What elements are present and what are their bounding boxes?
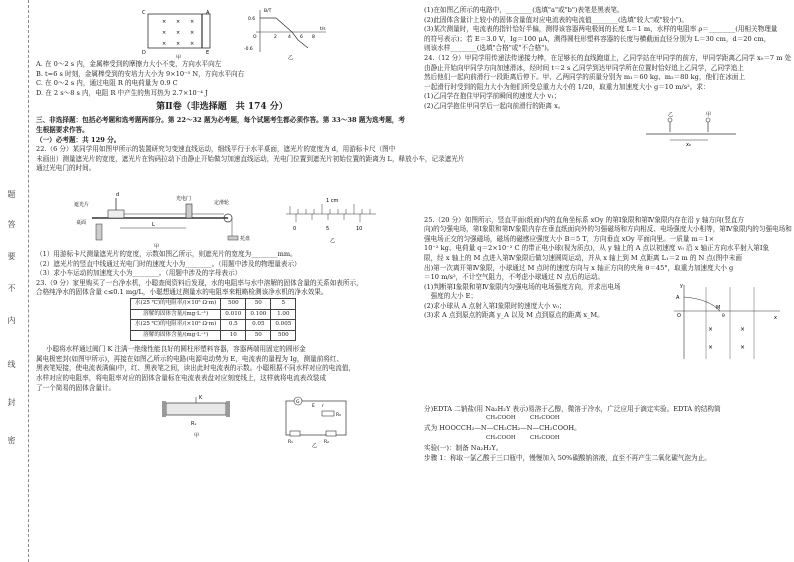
q24-line: (2)乙同学抱住甲同学后一起向前滑行的距离 x。	[424, 101, 565, 110]
label-a: A	[676, 294, 680, 301]
label-zhuomian: 桌面	[76, 219, 87, 226]
q21-diagram	[36, 6, 408, 60]
label-o: O	[253, 35, 257, 40]
q25-line: 强电场正交的匀强磁场，磁场的磁感应强度大小 B＝5 T，方向垂直 xOy 平面向里。一质量 m＝1×	[424, 234, 715, 243]
q25-sub: (1)判断第Ⅰ象限和第Ⅳ象限内匀强电场的电场强度方向，并求出电场	[424, 282, 621, 291]
label-zheguang: 遮光片	[74, 201, 90, 208]
table-cell: 溶解的固体含量/(mg·L⁻¹)	[131, 330, 221, 341]
q23-rest: 了一个简易的固体含量计。	[36, 383, 116, 392]
table-cell: 水(25 ℃)的电阻率/(×10⁵ Ω·m)	[131, 298, 221, 309]
label-o: O	[677, 312, 681, 319]
svg-text:×: ×	[176, 30, 181, 36]
svg-text:×: ×	[190, 19, 195, 25]
q23-rest: 水样对应的电阻率，将电阻率对应的固体含量标在电流表表盘对应刻度线上，这样就将电流表改装成	[36, 374, 327, 383]
q22-line: 22.（6 分）某同学用如图甲所示的装置研究匀变速直线运动，细线平行于水平桌面，遮光片的宽度为 d，用游标卡尺（图中	[36, 145, 396, 154]
label-e: E	[312, 404, 315, 410]
q23-cont: (1)在如图乙所示的电路中，________(选填"a"或"b")表笔是黑表笔。	[424, 6, 624, 14]
svg-text:×: ×	[708, 325, 714, 333]
svg-text:×: ×	[740, 343, 746, 351]
axis-y: y	[680, 282, 683, 289]
binding-char: 答	[7, 220, 16, 228]
table-row	[131, 330, 296, 341]
label-d: D	[142, 50, 146, 56]
option-d: D. 在 2 s～8 s 内，电阻 R 中产生的焦耳热为 2.7×10⁻⁴ J	[36, 88, 208, 97]
svg-text:×: ×	[190, 30, 195, 36]
table-cell: 溶解的固体含量/(mg·L⁻¹)	[131, 309, 221, 320]
label-d: d	[116, 191, 120, 198]
svg-text:×: ×	[162, 30, 167, 36]
table-row	[131, 298, 296, 309]
q22-sub: （3）求小车运动的加速度大小为________。（用题中涉及的字母表示）	[36, 269, 242, 278]
option-b: B. t=6 s 时刻，金属棒受到的安培力大小为 9×10⁻⁵ N，方向水平向右	[36, 69, 245, 78]
binding-char: 封	[7, 398, 16, 406]
binding-char: 线	[7, 360, 16, 368]
tick-10: 10	[356, 225, 363, 232]
q24-line: 然后他们一起向前滑行一段距离后停下。甲、乙两同学的质量分别为 m₁＝60 kg、m₂＝80 kg，他们在冰面上	[424, 73, 746, 82]
label-tuopan: 托盘	[240, 235, 251, 242]
q24-line: 24.（12 分）甲同学用传递法传递接力棒，在足够长的直线跑道上，乙同学站在甲同学的前方，甲同学距离乙同学 x₀＝7 m 处	[424, 53, 792, 62]
svg-text:×: ×	[176, 41, 181, 47]
label-ts: t/s	[320, 27, 326, 32]
label-L: L	[152, 221, 155, 228]
figure-q21	[36, 6, 408, 60]
label-bt: B/T	[264, 9, 272, 14]
label-r2: R₂	[324, 440, 329, 446]
fig-label-jia: 甲	[194, 433, 200, 440]
q23-cont: (3)某次测量时，电流表的指针恰好半偏，测得该容器两电极间的长度 L＝1 m，水样的电阻率 ρ＝________(用相关物理量	[424, 25, 778, 34]
svg-text:×: ×	[740, 325, 746, 333]
q22-diagram	[36, 174, 408, 250]
fig-label-yi: 乙	[288, 55, 294, 61]
tick-4: 4	[288, 35, 291, 40]
label-guangdianmen: 光电门	[176, 195, 192, 202]
label-e: E	[206, 50, 210, 56]
label-g: G	[296, 400, 300, 406]
fig-label-jia: 甲	[176, 55, 182, 61]
tick-8: 8	[312, 35, 315, 40]
table-cell: 0.100	[246, 309, 271, 320]
label-a: A	[206, 10, 210, 16]
label-r0: R₀	[336, 413, 341, 419]
q23-rest: 属电极密封(如图甲所示)，再接在如图乙所示的电路(电源电动势为 E，电流表的量程为 Ig，测量前将红、	[36, 354, 344, 363]
compulsory-note: （一）必考题：共 129 分。	[36, 135, 121, 144]
chem-line: 分)EDTA 二钠盐(用 Na₂H₂Y 表示)易溶于乙醇，微溶于冷水，广泛应用于滴定实验。EDTA 的结构简	[424, 404, 721, 413]
figure-q23	[36, 393, 408, 449]
option-a: A. 在 0～2 s 内，金属棒受到的摩擦力大小不变，方向水平向左	[36, 60, 222, 68]
fig-label-yi: 乙	[312, 443, 318, 450]
table-cell: 0.010	[221, 309, 246, 320]
table-cell: 水(25 ℃)的电阻率/(×10⁵ Ω·m)	[131, 320, 221, 331]
table-cell: 0.005	[271, 320, 296, 331]
q23-cont: 的符号表示)；若 E＝3.0 V，Ig＝100 μA，测得圆柱形塑料容器的长度与横截面直径分别为 L＝30 cm，d＝20 cm，	[424, 34, 771, 43]
chem-line: 式为 HOOCCH₂—N—CH₂CH₂—N—CH₂COOH。	[424, 424, 581, 433]
tick-0: 0	[293, 225, 297, 232]
label-x0: x₀	[686, 141, 691, 148]
axis-x: x	[774, 314, 777, 321]
q25-line: 出)第一次离开第Ⅳ象限，小球通过 M 点时的速度方向与 x 轴正方向的夹角 θ＝45°，取重力加速度大小 g	[424, 263, 734, 272]
q24-line: (1)乙同学在抱住甲同学前瞬间的速度大小 v₁；	[424, 92, 561, 101]
svg-text:×: ×	[162, 41, 167, 47]
q23-line: 合格纯净水的固体含量 c≤0.1 mg/L，小聪想通过测量水的电阻率来粗略检测该净水机的净水效果。	[36, 288, 328, 297]
chem-sub: CH₂COOH	[530, 435, 560, 442]
table-cell: 0.5	[221, 320, 246, 331]
tick-5: 5	[326, 225, 330, 232]
binding-char: 要	[7, 252, 16, 260]
label-theta: θ	[722, 313, 725, 319]
fig-label-yi: 乙	[330, 237, 336, 244]
right-column	[424, 6, 792, 463]
label-06: 0.6	[248, 17, 256, 22]
svg-text:×: ×	[708, 343, 714, 351]
tick-6: 6	[300, 35, 303, 40]
table-cell: 5	[271, 298, 296, 309]
label-m: M	[716, 304, 721, 311]
q25-sub: (2)求小球从 A 点射入第Ⅰ象限时的速度大小 v₀；	[424, 301, 566, 310]
table-row	[131, 320, 296, 331]
binding-char: 题	[7, 190, 16, 198]
table-cell: 500	[271, 330, 296, 341]
chem-sub: CH₂COOH	[486, 435, 516, 442]
table-cell: 500	[221, 298, 246, 309]
q25-line: 10⁻² kg、电荷量 q＝2×10⁻² C 的带正电小球(视为质点)，从 y 轴上的 A 点以初速度 v₀ 沿 x 轴正方向水平射入第Ⅰ象	[424, 244, 770, 253]
chem-sub: CH₂COOH	[486, 415, 516, 422]
label-r: r	[322, 404, 324, 410]
binding-char: 不	[7, 284, 16, 292]
tick-2: 2	[274, 35, 277, 40]
edta-structure	[424, 414, 786, 444]
svg-text:×: ×	[176, 19, 181, 25]
q25-line: ＝10 m/s²，不计空气阻力，不考虑小球通过 N 点后的运动。	[424, 273, 605, 282]
q23-cont: 则该水样________(选填"合格"或"不合格")。	[424, 44, 554, 53]
q25-line: 向)的匀强电场，第Ⅰ象限和第Ⅳ象限内存在垂直纸面向外的匀强磁场和方向相反、电场强度大小相等，第Ⅳ象限内的匀强电场和	[424, 225, 792, 234]
section-title: 第Ⅱ卷（非选择题 共 174 分）	[156, 102, 288, 113]
table-cell: 1.00	[271, 309, 296, 320]
q23-line: 23.（9 分）家里购买了一台净水机，小聪查阅资料后发现，水的电阻率与水中溶解的固体含量的关系如表所示，	[36, 278, 363, 287]
label-yi: 乙	[668, 111, 674, 118]
label-n06: -0.6	[244, 47, 253, 52]
q23-rest: 黑表笔短接，使电流表满偏)中，红、黑表笔之间，读出此时电流表的示数。小聪根据不同水样对应的电流值，	[36, 364, 356, 373]
chem-line: 实验(一)：制备 Na₂H₂Y。	[424, 444, 503, 453]
table-cell: 50	[246, 330, 271, 341]
figure-q24	[424, 112, 786, 216]
table-cell: 10	[221, 330, 246, 341]
q25-line: 限，经 x 轴上的 M 点进入第Ⅳ象限后做匀速圆周运动，并从 x 轴上到 M 点距离 L₁＝2 m 的 N 点(图中未画	[424, 253, 742, 262]
label-rx: Rₓ	[191, 421, 197, 428]
binding-char: 内	[7, 316, 16, 324]
q25-diagram	[424, 283, 786, 359]
table-cell: 0.05	[246, 320, 271, 331]
q22-line: 通过光电门的时间。	[36, 164, 96, 173]
figure-q22	[36, 174, 408, 250]
fig-label-jia: 甲	[154, 243, 160, 250]
q25-sub: 强度的大小 E；	[424, 292, 478, 301]
table-row	[131, 309, 296, 320]
q24-line: 一起滑行时受到的阻力大小为他们所受总重力大小的 1/20，取重力加速度大小 g＝10 m/s²。求：	[424, 82, 710, 91]
binding-margin	[0, 0, 29, 562]
q25-sub: (3)求 A 点到原点的距离 y_A 以及 M 点到原点的距离 x_M。	[424, 311, 604, 320]
binding-char: 密	[7, 436, 16, 444]
label-c: C	[142, 10, 146, 16]
q22-sub: （1）用游标卡尺测量遮光片的宽度，示数如图乙所示，则遮光片的宽度为________mm。	[36, 249, 297, 258]
chem-line: 步骤 1：称取一氯乙酸于三口瓶中，慢慢加入 50%碳酸钠溶液，直至不再产生二氧化碳气泡为止。	[424, 453, 711, 462]
resistivity-table	[130, 298, 296, 341]
label-cm: 1 cm	[326, 197, 339, 204]
q23-cont: (2)此固体含量计上较小的固体含量值对应电流表的电流值________(选填"较大"或"较小")。	[424, 15, 688, 24]
label-k: K	[199, 395, 203, 402]
section-desc: 三、非选择题：包括必考题和选考题两部分。第 22～32 题为必考题，每个试题考生都必须作答。第 33～38 题为选考题，考生根据要求作答。	[36, 116, 405, 134]
label-jia: 甲	[706, 111, 712, 118]
chem-sub: CH₂COOH	[530, 415, 560, 422]
option-c: C. 在 0～2 s 内，通过电阻 R 的电荷量为 0.9 C	[36, 79, 178, 88]
label-r1: R₁	[288, 440, 293, 446]
table-cell: 50	[246, 298, 271, 309]
q23-rest: 小聪将水样通过阀门 K 注满一绝缘性能良好的圆柱形塑料容器，容器两端用固定的圆形金	[46, 345, 306, 354]
q22-sub: （2）遮光片的竖直中线通过光电门时的速度大小为________。（用题中涉及的物理量表示）	[36, 259, 301, 268]
label-dinghualun: 定滑轮	[214, 199, 230, 206]
q25-line: 25.（20 分）如图所示，竖直平面(纸面)内的直角坐标系 xOy 的第Ⅰ象限和第Ⅳ象限内存在沿 y 轴方向(竖直方	[424, 215, 744, 224]
figure-q25	[424, 283, 786, 359]
svg-text:×: ×	[190, 41, 195, 47]
q24-line: 由静止开始向甲同学方向加速滑冰，经时间 t＝2 s 乙同学到达甲同学所在位置时恰好追上乙同学，乙同学追上	[424, 63, 744, 72]
svg-text:×: ×	[162, 19, 167, 25]
q24-diagram	[424, 112, 786, 216]
q23-diagram	[36, 393, 408, 449]
q22-line: 未画出）测量遮光片的宽度，遮光片在钩码拉动下由静止开始做匀加速直线运动，光电门位置到遮光片初始位置的距离为 L，释放小车，记录遮光片	[36, 154, 465, 163]
